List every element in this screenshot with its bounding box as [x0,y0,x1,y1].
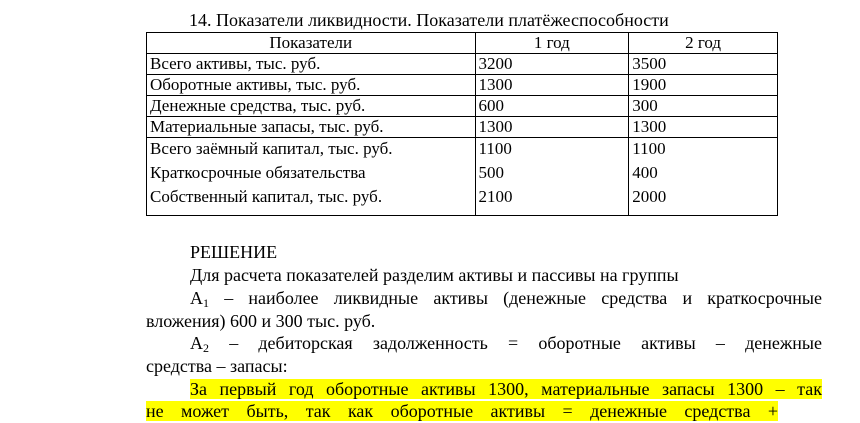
row-label: Денежные средства, тыс. руб. [147,96,476,117]
year1-values [475,138,629,216]
year2-value: 1100 [632,139,666,158]
table-header: Показатели [147,33,476,54]
row-label: Оборотные активы, тыс. руб. [147,75,476,96]
table-row [147,75,778,96]
year2-value: 1300 [629,117,778,138]
row-label: Краткосрочные обязательства [150,163,366,182]
highlighted-text: не может быть, так как оборотные активы = денежные средства + [146,401,778,421]
liquidity-table [146,32,778,216]
highlighted-text: За первый год оборотные активы 1300, материальные запасы 1300 – так [190,379,822,399]
row-label: Собственный капитал, тыс. руб. [150,187,383,206]
year1-value: 3200 [475,54,629,75]
year2-value: 400 [632,163,658,182]
table-row [147,96,778,117]
row-label: Всего активы, тыс. руб. [147,54,476,75]
year1-value: 600 [475,96,629,117]
year1-value: 2100 [478,187,513,206]
table-row-merged [147,138,778,216]
document-title: 14. Показатели ликвидности. Показатели платёжеспособности [189,10,669,30]
table-row [147,54,778,75]
a1-definition-line2: вложения) 600 и 300 тыс. руб. [146,311,376,331]
year1-value: 1300 [475,117,629,138]
solution-heading: РЕШЕНИЕ [190,242,278,262]
year2-value: 3500 [629,54,778,75]
table-row [147,117,778,138]
table-header: 1 год [475,33,629,54]
a1-definition-line1: $А_1$ – наиболее ликвидные активы (денежные средства и краткосрочные [190,288,822,310]
table-header: 2 год [629,33,778,54]
row-labels [147,138,476,216]
a2-definition-line1: $А_2$ – дебиторская задолженность = оборотные активы – денежные [190,333,822,355]
year1-value: 1300 [475,75,629,96]
table-header-row [147,33,778,54]
row-label: Всего заёмный капитал, тыс. руб. [150,139,393,158]
year2-value: 2000 [632,187,667,206]
year2-value: 300 [629,96,778,117]
year1-value: 500 [478,163,504,182]
row-label: Материальные запасы, тыс. руб. [147,117,476,138]
highlighted-note-line2 [146,400,778,423]
solution-intro: Для расчета показателей разделим активы и пассивы на группы [190,265,679,285]
a2-definition-line2: средства – запасы: [146,356,288,376]
highlighted-note-line1 [146,378,822,401]
year2-values [629,138,778,216]
year2-value: 1900 [629,75,778,96]
year1-value: 1100 [478,139,512,158]
